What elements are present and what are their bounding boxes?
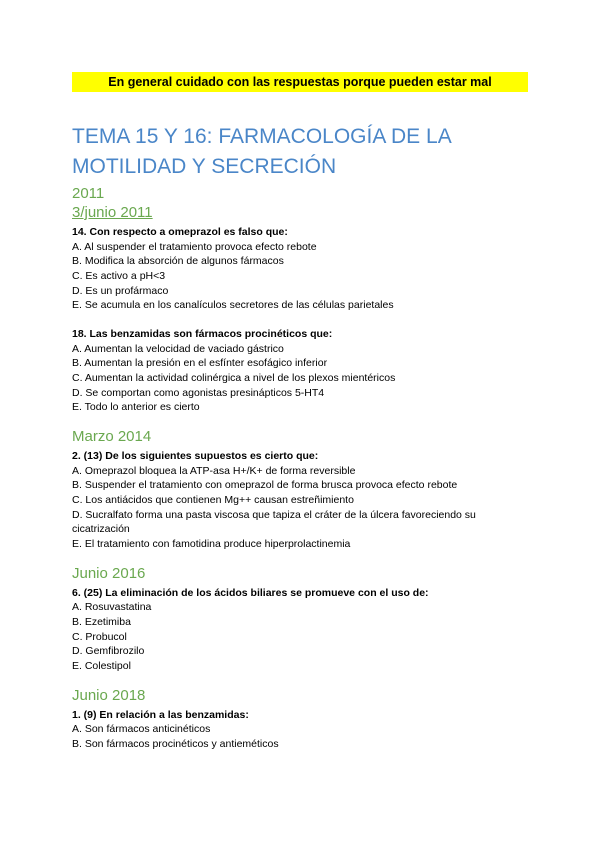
question-text: 1. (9) En relación a las benzamidas: [72,708,249,721]
answer-e: E. Se acumula en los canalículos secretores de las células parietales [72,299,394,312]
title-line-1: TEMA 15 Y 16: FARMACOLOGÍA DE LA [72,125,452,148]
answer-b: B. Suspender el tratamiento con omeprazol de forma brusca provoca efecto rebote [72,479,458,492]
answer-c: C. Los antiácidos que contienen Mg++ causan estreñimiento [72,493,354,506]
heading-junio-2018: Junio 2018 [72,686,146,704]
question-18 [72,327,542,415]
answer-e: E. Todo lo anterior es cierto [72,401,200,414]
answer-list [72,342,542,416]
answer-list [72,240,542,314]
answer-d: D. Sucralfato forma una pasta viscosa que tapiza el cráter de la úlcera favoreciendo su [72,508,476,521]
question-text: 6. (25) La eliminación de los ácidos biliares se promueve con el uso de: [72,586,429,599]
answer-a: A. Rosuvastatina [72,601,152,614]
answer-c: C. Es activo a pH<3 [72,269,166,282]
answer-e: E. Colestipol [72,660,131,673]
answer-c: C. Probucol [72,630,127,643]
answer-c: C. Aumentan la actividad colinérgica a nivel de los plexos mientéricos [72,371,396,384]
answer-d-continued: cicatrización [72,523,130,536]
answer-list [72,722,542,751]
answer-d: D. Se comportan como agonistas presinápticos 5-HT4 [72,386,325,399]
answer-a: A. Aumentan la velocidad de vaciado gástrico [72,342,284,355]
question-6 [72,586,542,674]
answer-b: B. Aumentan la presión en el esfínter esofágico inferior [72,357,328,370]
question-text: 18. Las benzamidas son fármacos procinéticos que: [72,328,333,341]
answer-d: D. Gemfibrozilo [72,645,145,658]
heading-marzo-2014: Marzo 2014 [72,428,152,446]
question-14 [72,225,542,313]
heading-junio-2016: Junio 2016 [72,564,146,582]
question-text: 2. (13) De los siguientes supuestos es cierto que: [72,450,319,463]
answer-a: A. Al suspender el tratamiento provoca efecto rebote [72,240,317,253]
heading-year-2011: 2011 [72,185,105,202]
answer-d: D. Es un profármaco [72,284,169,297]
answer-e: E. El tratamiento con famotidina produce hiperprolactinemia [72,538,351,551]
question-text: 14. Con respecto a omeprazol es falso que: [72,226,288,238]
page-title [72,122,542,182]
answer-b: B. Modifica la absorción de algunos fármacos [72,255,284,268]
answer-list [72,464,542,552]
answer-a: A. Omeprazol bloquea la ATP-asa H+/K+ de forma reversible [72,464,356,477]
question-1 [72,708,542,752]
warning-banner: En general cuidado con las respuestas porque pueden estar mal [72,72,528,92]
question-2 [72,449,542,552]
title-line-2: MOTILIDAD Y SECRECIÓN [72,155,337,178]
heading-date-2011: 3/junio 2011 [72,204,153,221]
answer-b: B. Son fármacos procinéticos y antieméticos [72,737,279,750]
answer-b: B. Ezetimiba [72,615,131,628]
content [72,184,542,752]
answer-list [72,600,542,674]
answer-a: A. Son fármacos anticinéticos [72,723,211,736]
